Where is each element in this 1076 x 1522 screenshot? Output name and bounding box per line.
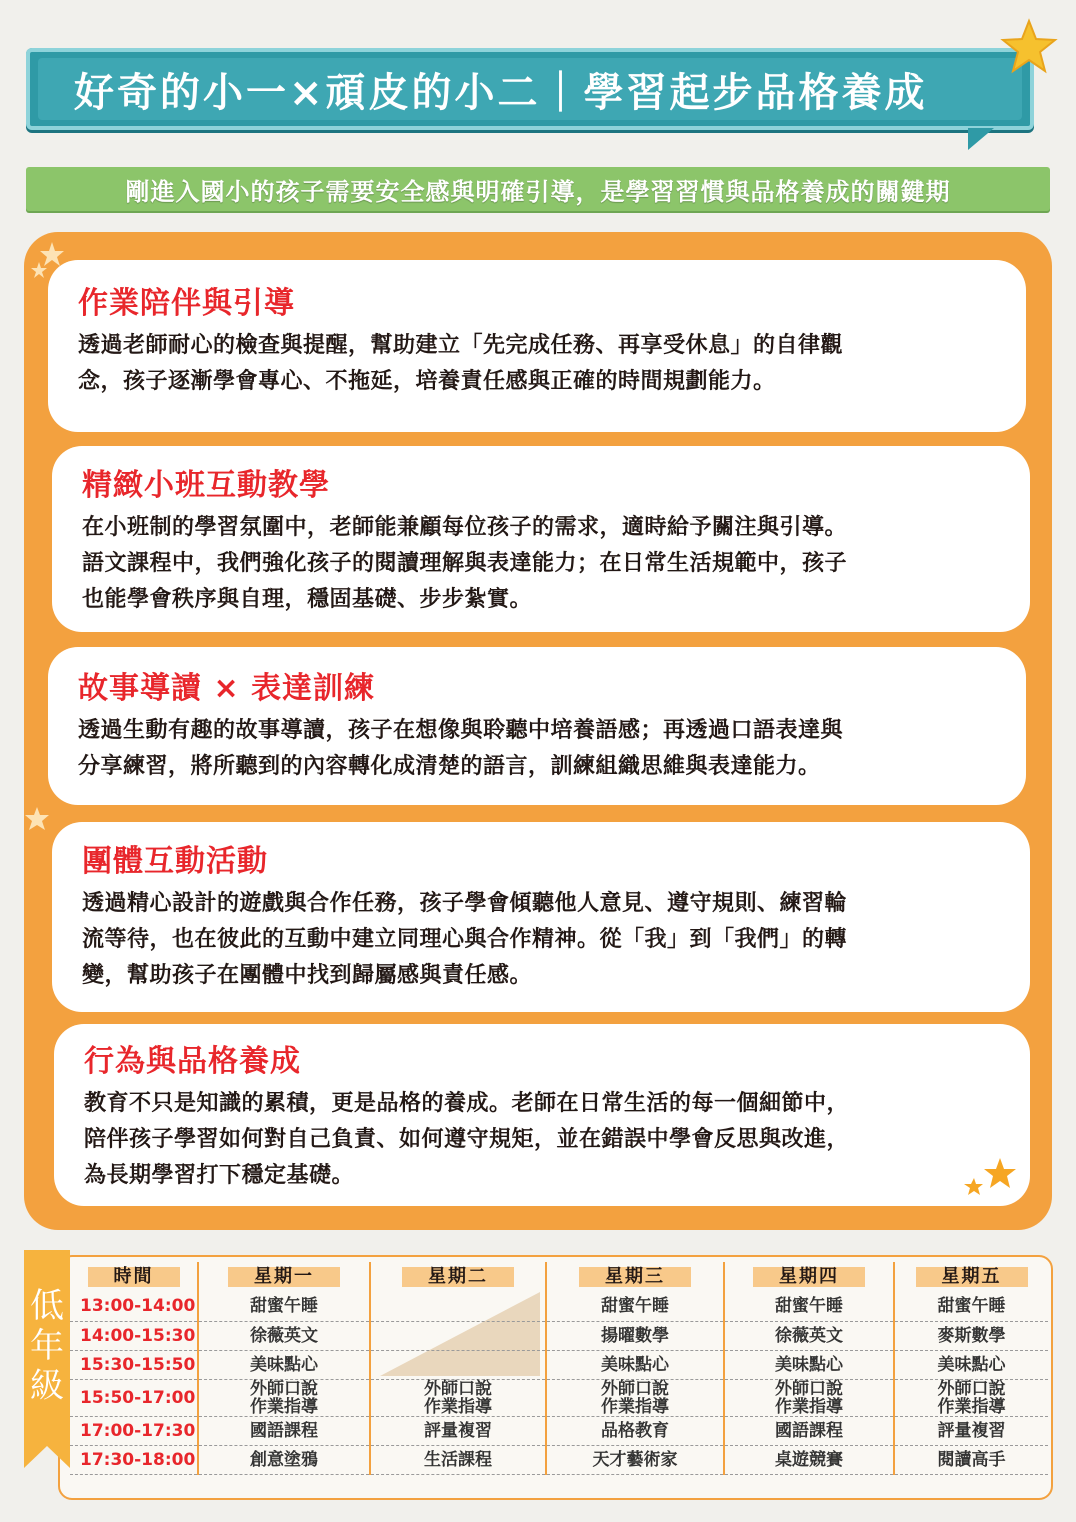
schedule-cell: 外師口說 作業指導	[370, 1379, 546, 1416]
card-group-activity	[52, 822, 1030, 1012]
schedule-cell	[370, 1292, 546, 1321]
card-body	[78, 713, 998, 785]
schedule-time-cell: 13:00-14:00	[70, 1292, 198, 1321]
schedule-header-label: 星期一	[228, 1267, 340, 1287]
schedule-cell: 國語課程	[198, 1416, 370, 1445]
schedule-cell: 國語課程	[724, 1416, 894, 1445]
schedule-row	[70, 1350, 1048, 1379]
card-line: 透過老師耐心的檢查與提醒，幫助建立「先完成任務、再享受休息」的自律觀	[78, 333, 844, 358]
schedule-cell: 外師口說 作業指導	[894, 1379, 1048, 1416]
schedule-cell: 美味點心	[546, 1350, 724, 1379]
schedule-cell: 甜蜜午睡	[198, 1292, 370, 1321]
card-homework	[48, 260, 1026, 432]
card-story-reading	[48, 647, 1026, 805]
schedule-cell: 外師口說 作業指導	[546, 1379, 724, 1416]
schedule-cell: 評量複習	[894, 1416, 1048, 1445]
schedule-cell: 甜蜜午睡	[546, 1292, 724, 1321]
schedule-header-label: 星期三	[579, 1267, 691, 1287]
subtitle-band	[26, 167, 1050, 211]
card-title: 團體互動活動	[82, 844, 268, 879]
card-line: 透過生動有趣的故事導讀，孩子在想像與聆聽中培養語感；再透過口語表達與	[78, 718, 844, 743]
schedule-time-cell: 15:50-17:00	[70, 1379, 198, 1416]
schedule-header-label: 時間	[88, 1267, 180, 1287]
card-line: 教育不只是知識的累積，更是品格的養成。老師在日常生活的每一個細節中，	[84, 1091, 850, 1116]
star-icon	[24, 806, 50, 832]
card-character	[54, 1024, 1030, 1206]
schedule-header-cell	[70, 1262, 198, 1292]
card-line: 在小班制的學習氛圍中，老師能兼顧每位孩子的需求，適時給予關注與引導。	[82, 515, 848, 540]
page-title: 好奇的小一×頑皮的小二｜學習起步品格養成	[74, 69, 928, 116]
card-line: 為長期學習打下穩定基礎。	[84, 1163, 355, 1188]
speech-tail	[968, 128, 994, 150]
title-inner	[38, 58, 1022, 120]
schedule-row	[70, 1292, 1048, 1321]
card-line: 分享練習，將所聽到的內容轉化成清楚的語言，訓練組織思維與表達能力。	[78, 754, 821, 779]
schedule-cell: 徐薇英文	[724, 1321, 894, 1350]
schedule-row	[70, 1379, 1048, 1416]
schedule-cell: 品格教育	[546, 1416, 724, 1445]
schedule-row	[70, 1416, 1048, 1445]
schedule-header-label: 星期二	[402, 1267, 514, 1287]
card-line: 陪伴孩子學習如何對自己負責、如何遵守規矩，並在錯誤中學會反思與改進，	[84, 1127, 850, 1152]
schedule-cell: 揚曜數學	[546, 1321, 724, 1350]
card-small-class	[52, 446, 1030, 632]
schedule-cell: 生活課程	[370, 1445, 546, 1474]
card-title: 行為與品格養成	[84, 1044, 301, 1079]
schedule-cell: 評量複習	[370, 1416, 546, 1445]
schedule-time-cell: 17:30-18:00	[70, 1445, 198, 1474]
schedule-cell: 徐薇英文	[198, 1321, 370, 1350]
grade-ribbon	[24, 1250, 70, 1446]
schedule-cell: 麥斯數學	[894, 1321, 1048, 1350]
card-body	[82, 510, 1002, 618]
subtitle: 剛進入國小的孩子需要安全感與明確引導，是學習習慣與品格養成的關鍵期	[125, 177, 951, 206]
schedule-cell: 美味點心	[198, 1350, 370, 1379]
schedule-cell: 甜蜜午睡	[724, 1292, 894, 1321]
card-title: 故事導讀 × 表達訓練	[78, 671, 376, 706]
title-banner	[26, 48, 1034, 130]
schedule-cell: 外師口說 作業指導	[198, 1379, 370, 1416]
schedule-cell: 創意塗鴉	[198, 1445, 370, 1474]
schedule-cell: 美味點心	[724, 1350, 894, 1379]
card-body	[84, 1086, 1002, 1194]
card-body	[78, 328, 998, 400]
schedule-header-cell	[546, 1262, 724, 1292]
card-body	[82, 886, 1002, 994]
schedule-header-cell	[370, 1262, 546, 1292]
card-line: 也能學會秩序與自理，穩固基礎、步步紮實。	[82, 587, 533, 612]
schedule-header-cell	[724, 1262, 894, 1292]
star-icon	[1000, 18, 1058, 76]
schedule-cell	[370, 1350, 546, 1379]
schedule-cell: 閱讀高手	[894, 1445, 1048, 1474]
card-line: 變，幫助孩子在團體中找到歸屬感與責任感。	[82, 963, 533, 988]
schedule-cell: 美味點心	[894, 1350, 1048, 1379]
schedule-row	[70, 1445, 1048, 1474]
grade-label	[24, 1286, 70, 1406]
card-line: 透過精心設計的遊戲與合作任務，孩子學會傾聽他人意見、遵守規則、練習輪	[82, 891, 848, 916]
grade-label-char: 年	[30, 1326, 64, 1366]
schedule-time-cell: 15:30-15:50	[70, 1350, 198, 1379]
card-title: 精緻小班互動教學	[82, 468, 330, 503]
schedule-cell: 甜蜜午睡	[894, 1292, 1048, 1321]
grade-label-char: 級	[30, 1366, 64, 1406]
schedule-cell: 天才藝術家	[546, 1445, 724, 1474]
schedule-table	[70, 1262, 1048, 1475]
schedule-header-row	[70, 1262, 1048, 1292]
schedule-header-label: 星期五	[916, 1267, 1028, 1287]
schedule-cell: 外師口說 作業指導	[724, 1379, 894, 1416]
schedule-time-cell: 17:00-17:30	[70, 1416, 198, 1445]
schedule-header-label: 星期四	[753, 1267, 865, 1287]
card-title: 作業陪伴與引導	[78, 286, 295, 321]
star-cluster-icon	[962, 1156, 1018, 1196]
card-line: 流等待，也在彼此的互動中建立同理心與合作精神。從「我」到「我們」的轉	[82, 927, 848, 952]
schedule-header-cell	[894, 1262, 1048, 1292]
schedule-time-cell: 14:00-15:30	[70, 1321, 198, 1350]
grade-label-char: 低	[30, 1286, 64, 1326]
schedule-row	[70, 1321, 1048, 1350]
card-line: 念，孩子逐漸學會專心、不拖延，培養責任感與正確的時間規劃能力。	[78, 369, 776, 394]
card-line: 語文課程中，我們強化孩子的閱讀理解與表達能力；在日常生活規範中，孩子	[82, 551, 848, 576]
schedule-cell: 桌遊競賽	[724, 1445, 894, 1474]
schedule-header-cell	[198, 1262, 370, 1292]
schedule-cell	[370, 1321, 546, 1350]
